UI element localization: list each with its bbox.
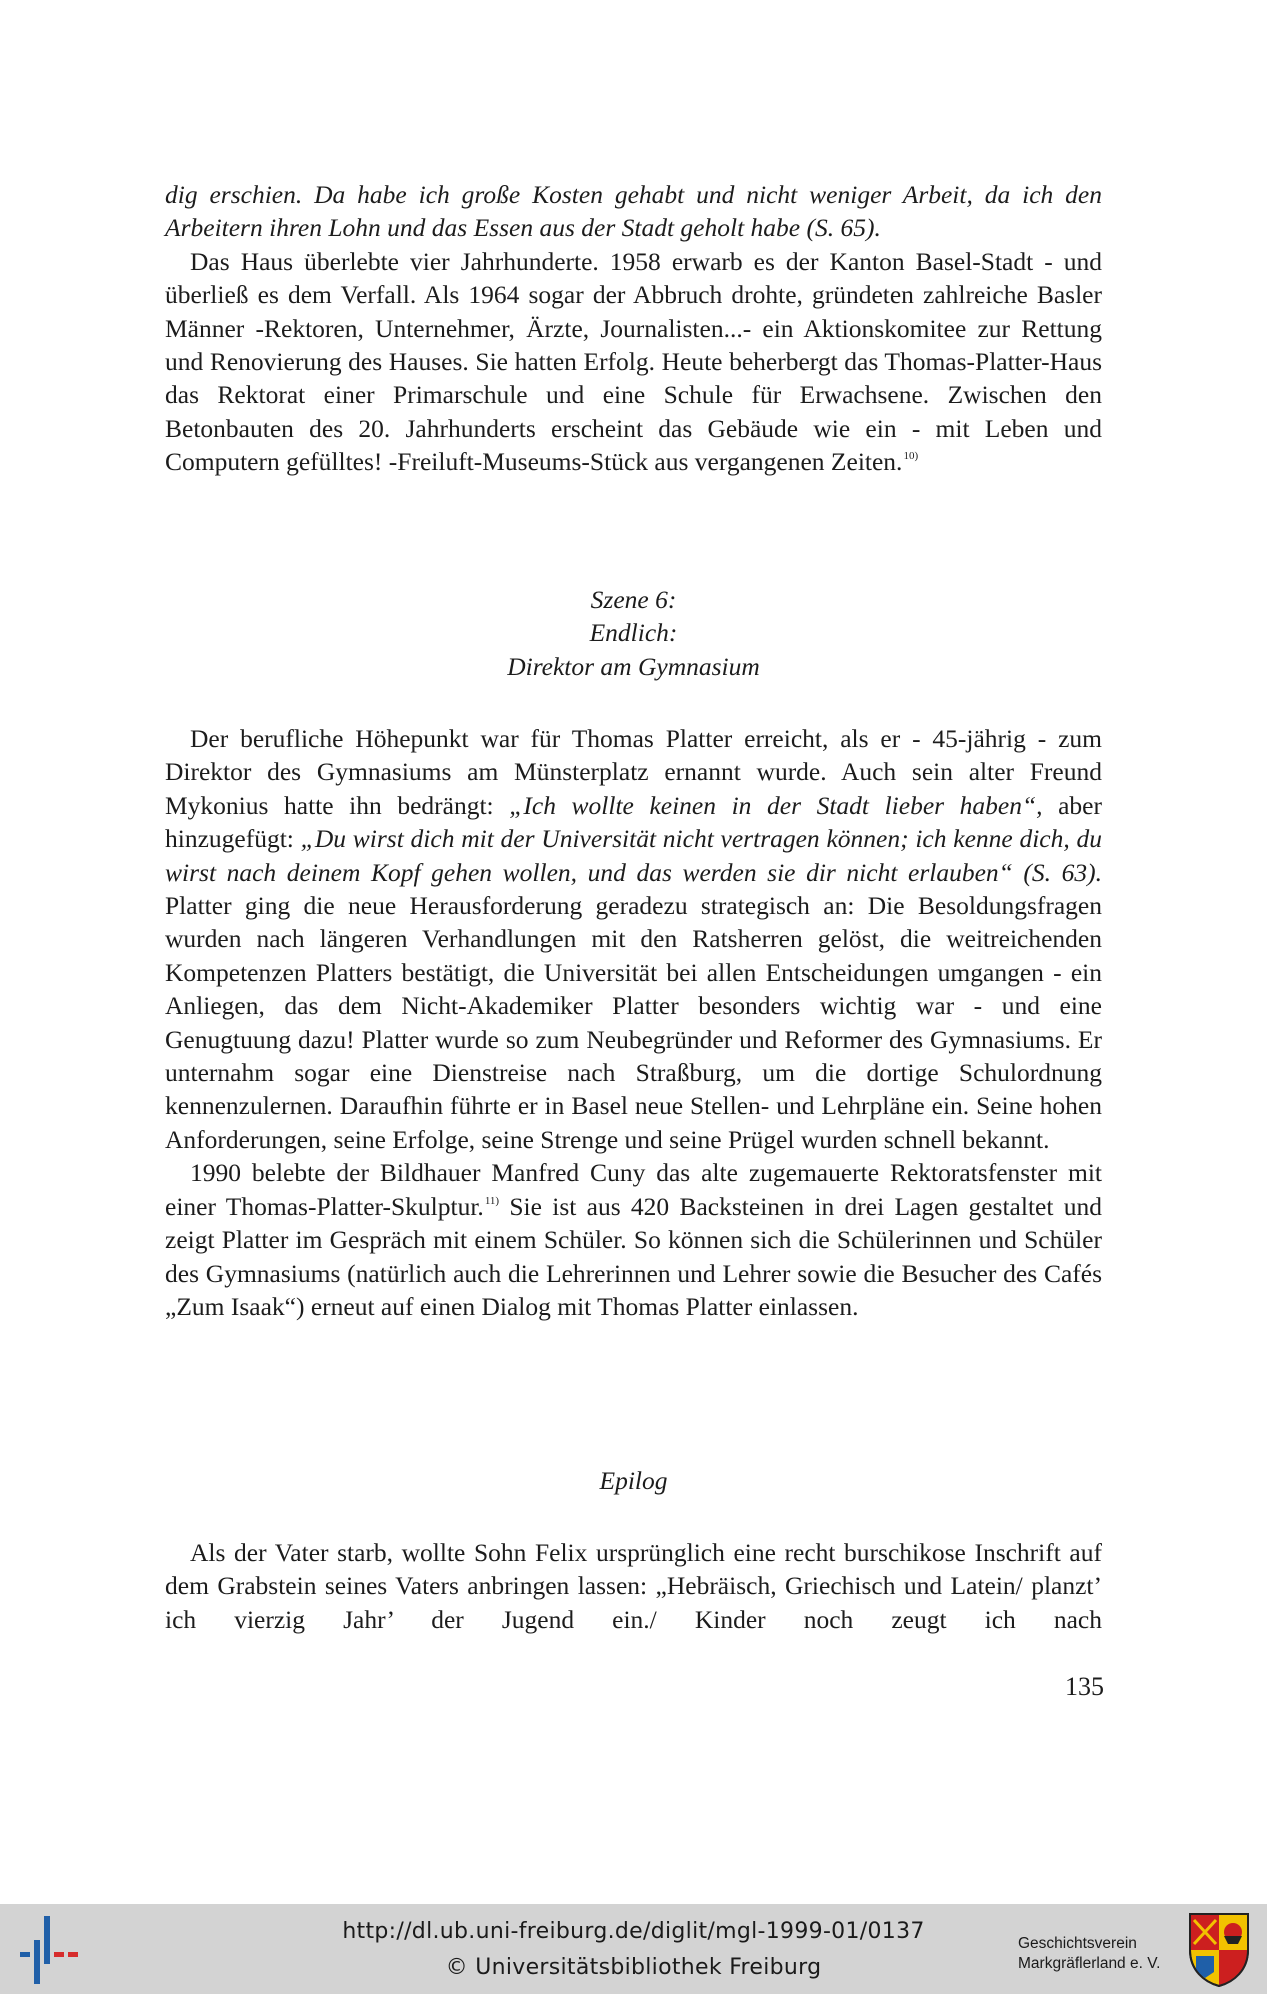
scene-heading-line1: Szene 6:: [590, 585, 677, 614]
scene-heading: [165, 583, 1102, 683]
quote-mykonius-2: „Du wirst dich mit der Universität nicht vertragen können; ich kenne dich, du wirst nach deinem Kopf gehen wollen, und das werden sie dir nicht erlauben“ (S. 63).: [165, 824, 1102, 887]
paragraph-direktor: [165, 722, 1102, 1156]
society-name-line2: Markgräflerland e. V.: [1018, 1955, 1161, 1972]
footnote-ref-11: 11): [484, 1194, 500, 1207]
text-block-middle: [165, 722, 1102, 1323]
paragraph-epilog: Als der Vater starb, wollte Sohn Felix ursprünglich eine recht burschikose Inschrift auf dem Grabstein seines Vaters anbringen lassen: „Hebräisch, Griechisch und Latein/ planzt’ ich vierzig Jahr’ der Jugend ein./ Kinder noch zeugt ich nach: [165, 1538, 1102, 1634]
paragraph-haus-text: Das Haus überlebte vier Jahrhunderte. 1958 erwarb es der Kanton Basel-Stadt - und überließ es dem Verfall. Als 1964 sogar der Abbruch drohte, gründeten zahlreiche Basler Männer -Rektoren, Unternehmer, Ärzte, Journalisten...- ein Aktionskomitee zur Rettung und Renovierung des Hauses. Sie hatten Erfolg. Heute beherbergt das Thomas-Platter-Haus das Rektorat einer Primarschule und eine Schule für Erwachsene. Zwischen den Betonbauten des 20. Jahrhunderts erscheint das Gebäude wie ein - mit Leben und Computern gefülltes! -Freiluft-Museums-Stück aus vergangenen Zeiten.: [165, 246, 1102, 477]
scene-heading-line2: Endlich:: [589, 618, 678, 648]
scene-heading-line3: Direktor am Gymnasium: [507, 651, 760, 681]
paragraph-direktor-text-1: Der berufliche Höhepunkt war für Thomas Platter erreicht, als er - 45-jährig - zum Direktor des Gymnasiums am Münsterplatz ernannt wurde. Auch sein alter Freund Mykonius hatte ihn bedrängt:: [165, 724, 1102, 820]
society-name-line1: Geschichtsverein: [1018, 1935, 1137, 1952]
society-name: [1018, 1934, 1160, 1974]
quote-mykonius-1: „Ich wollte keinen in der Stadt lieber haben“,: [509, 790, 1043, 820]
paragraph-1990-text-1: 1990 belebte der Bildhauer Manfred Cuny das alte zugemauerte Rektoratsfenster mit einer Thomas-Platter-Skulptur.: [165, 1158, 1102, 1221]
paragraph-1990: [165, 1156, 1102, 1323]
coat-of-arms-icon: [1188, 1912, 1250, 1988]
text-block-bottom: [165, 1536, 1102, 1636]
paragraph-continuation: dig erschien. Da habe ich große Kosten gehabt und nicht weniger Arbeit, da ich den Arbeitern ihren Lohn und das Essen aus der Stadt geholt habe (S. 65).: [165, 180, 1102, 243]
paragraph-direktor-text-2: aber hinzugefügt:: [165, 790, 1102, 854]
footnote-ref-10: 10): [903, 450, 919, 463]
page-number: 135: [1065, 1672, 1104, 1701]
footer-url-link[interactable]: http://dl.ub.uni-freiburg.de/diglit/mgl-1999-01/0137: [342, 1919, 925, 1944]
footer-bar: [0, 1904, 1267, 1994]
paragraph-haus: [165, 245, 1102, 479]
paragraph-direktor-text-3: Platter ging die neue Herausforderung geradezu strategisch an: Die Besoldungsfragen wurden nach längeren Verhandlungen mit den Ratsherren gelöst, die weitreichenden Kompetenzen Platters bestätigt, die Universität bei allen Entscheidungen umgangen - ein Anliegen, das dem Nicht-Akademiker Platter besonders wichtig war - und eine Genugtuung dazu! Platter wurde so zum Neubegründer und Reformer des Gymnasiums. Er unternahm sogar eine Dienstreise nach Straßburg, um die dortige Schulordnung kennenzulernen. Daraufhin führte er in Basel neue Stellen- und Lehrpläne ein. Seine hohen Anforderungen, seine Erfolge, seine Strenge und seine Prügel wurden schnell bekannt.: [165, 891, 1102, 1154]
footer-copyright: © Universitätsbibliothek Freiburg: [445, 1955, 822, 1980]
text-block-top: [165, 178, 1102, 479]
epilog-heading: Epilog: [599, 1466, 668, 1495]
paragraph-1990-text-2: Sie ist aus 420 Backsteinen in drei Lagen gestaltet und zeigt Platter im Gespräch mit einem Schüler. So können sich die Schülerinnen und Schüler des Gymnasiums (natürlich auch die Lehrerinnen und Lehrer sowie die Besucher des Cafés „Zum Isaak“) erneut auf einen Dialog mit Thomas Platter einlassen.: [165, 1191, 1102, 1321]
